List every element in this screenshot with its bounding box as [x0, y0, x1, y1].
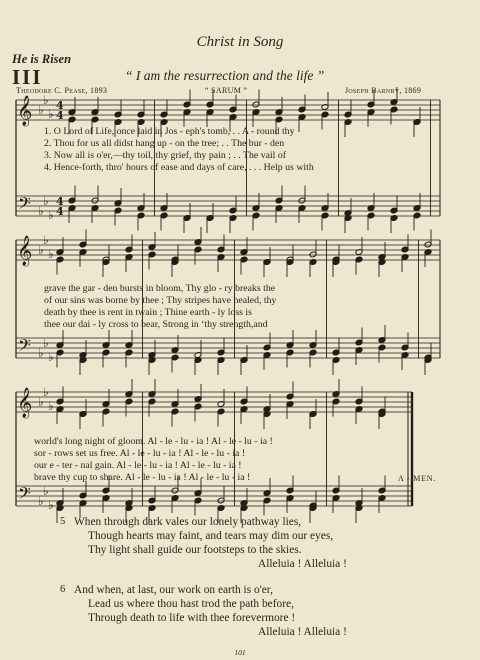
flat-sign: ♭: [43, 336, 49, 350]
flat-sign: ♭: [48, 247, 54, 261]
lyric-line: 3. Now all is o'er,—thy toil, thy grief, thy pain ; . . The vail of: [44, 150, 286, 161]
treble-clef: 𝄞: [17, 236, 33, 266]
verse-line: Though hearts may faint, and tears may dim our eyes,: [88, 530, 334, 542]
hymn-number: III: [12, 65, 43, 89]
tune-name: “ SARUM ”: [205, 86, 248, 95]
lyric-line: our e - ter - nal gain. Al - le - lu - ia ! Al - le - lu - ia !: [34, 460, 242, 471]
bass-clef: 𝄢: [18, 193, 31, 217]
flat-sign: ♭: [38, 243, 44, 257]
stanza-number: 5: [60, 516, 66, 527]
time-signature: 4: [56, 195, 64, 208]
time-signature: 4: [56, 99, 64, 112]
epigraph: “ I am the resurrection and the life ”: [125, 68, 325, 83]
flat-sign: ♭: [48, 350, 54, 364]
page-number: 101: [234, 648, 246, 657]
flat-sign: ♭: [38, 346, 44, 360]
flat-sign: ♭: [38, 494, 44, 508]
verse-line: Alleluia ! Alleluia !: [258, 558, 347, 570]
verse-line: When through dark vales our lonely pathway lies,: [74, 516, 302, 528]
lyricist-credit: Theodore C. Pease, 1893: [16, 86, 108, 95]
flat-sign: ♭: [48, 107, 54, 121]
lyric-line: 2. Thou for us all didst hang up - on the tree; . . The bur - den: [44, 138, 285, 149]
lyric-line: of our sins was borne by thee ; Thy stripes have healed, thy: [44, 295, 277, 306]
verse-line: Through death to life with thee forevermore !: [88, 612, 296, 624]
verse-line: Alleluia ! Alleluia !: [258, 626, 347, 638]
amen-label: A - MEN.: [398, 474, 437, 483]
flat-sign: ♭: [48, 498, 54, 512]
flat-sign: ♭: [43, 194, 49, 208]
book-title: Christ in Song: [196, 34, 284, 50]
lyric-line: 1. O Lord of Life, once laid in Jos - eph's tomb, . . A - round thy: [44, 126, 295, 137]
composer-credit: Joseph Barnby, 1869: [345, 86, 422, 95]
flat-sign: ♭: [43, 484, 49, 498]
flat-sign: ♭: [48, 399, 54, 413]
lyric-line: grave the gar - den bursts in bloom, Thy glo - ry breaks the: [44, 283, 276, 294]
bass-clef: 𝄢: [18, 335, 31, 359]
lyric-line: death by thee is rent in twain ; Thine earth - ly loss is: [44, 307, 252, 318]
flat-sign: ♭: [48, 208, 54, 222]
treble-clef: 𝄞: [17, 388, 33, 418]
lyric-line: world's long night of gloom. Al - le - lu - ia ! Al - le - lu - ia !: [34, 436, 273, 447]
hymn-title: He is Risen: [12, 52, 72, 66]
flat-sign: ♭: [43, 93, 49, 107]
verse-line: Thy light shall guide our footsteps to the skies.: [88, 544, 302, 556]
treble-clef: 𝄞: [17, 96, 33, 126]
lyric-line: sor - rows set us free. Al - le - lu - ia ! Al - le - lu - ia !: [34, 448, 246, 459]
bass-clef: 𝄢: [18, 483, 31, 507]
lyric-line: brave thy cup to share. Al - le - lu - ia ! Al - le - lu - ia !: [34, 472, 251, 483]
lyric-line: 4. Hence-forth, thro' hours of ease and days of care, . . . Help us with: [44, 162, 314, 173]
flat-sign: ♭: [38, 204, 44, 218]
flat-sign: ♭: [38, 103, 44, 117]
flat-sign: ♭: [43, 385, 49, 399]
time-signature: 4: [56, 109, 64, 122]
time-signature: 4: [56, 205, 64, 218]
flat-sign: ♭: [38, 395, 44, 409]
lyric-line: thee our dai - ly cross to bear, Strong in ʻthy strength,and: [44, 319, 268, 330]
stanza-number: 6: [60, 584, 66, 595]
verse-line: Lead us where thou hast trod the path before,: [88, 598, 294, 610]
flat-sign: ♭: [43, 233, 49, 247]
verse-line: And when, at last, our work on earth is o'er,: [74, 584, 273, 596]
